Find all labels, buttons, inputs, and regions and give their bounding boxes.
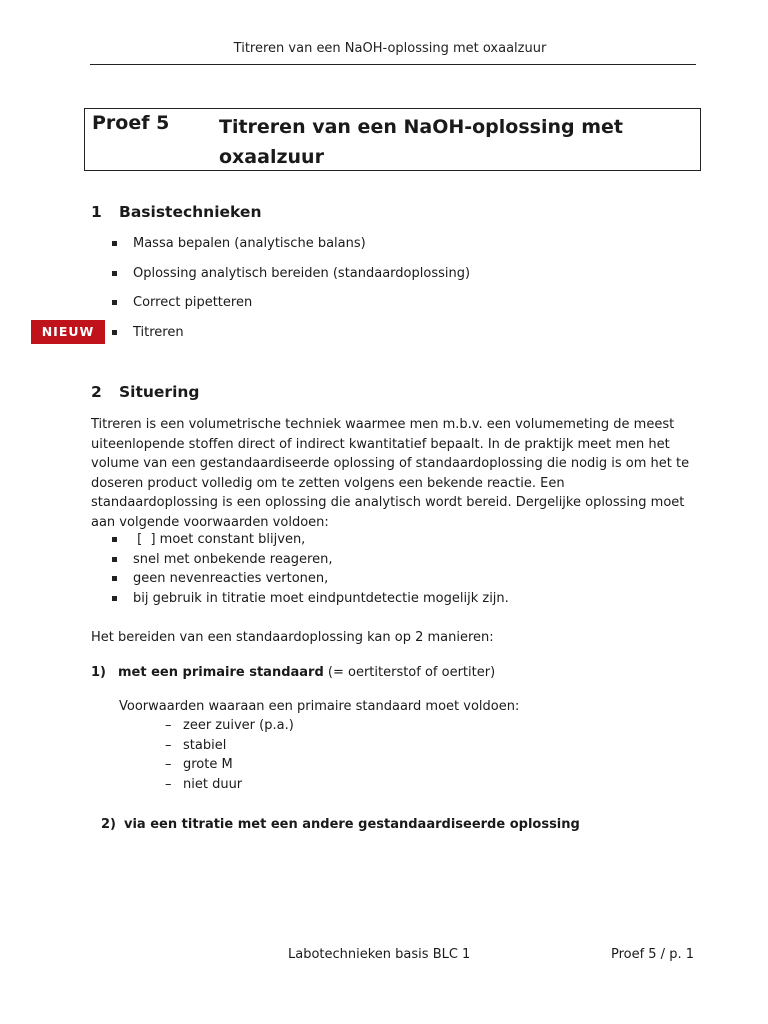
list-item-text: Massa bepalen (analytische balans) <box>133 236 366 251</box>
list-item <box>165 716 294 736</box>
list-item-text: bij gebruik in titratie moet eindpuntdetectie mogelijk zijn. <box>133 590 509 606</box>
list-item <box>133 295 470 325</box>
bullet-icon <box>112 300 117 305</box>
section-2-number: 2 <box>91 383 102 401</box>
dash-bullet: – <box>165 757 172 772</box>
list-item-text: zeer zuiver (p.a.) <box>183 718 294 733</box>
bullet-icon <box>112 241 117 246</box>
bullet-icon <box>112 596 117 601</box>
primary-conditions-list <box>165 716 294 794</box>
bullet-icon <box>112 330 117 335</box>
methods-intro: Het bereiden van een standaardoplossing kan op 2 manieren: <box>91 630 494 645</box>
method-2-number: 2) <box>101 817 116 832</box>
bullet-icon <box>112 271 117 276</box>
list-item-text: niet duur <box>183 776 243 792</box>
method-1-number: 1) <box>91 665 106 680</box>
method-1 <box>91 663 495 683</box>
footer-course: Labotechnieken basis BLC 1 <box>288 947 471 962</box>
list-item-text: [ ] moet constant blijven, <box>133 532 306 547</box>
bullet-icon <box>112 557 117 562</box>
list-item-text: Titreren <box>133 324 184 340</box>
section-2-heading <box>91 383 200 401</box>
primary-standard-intro: Voorwaarden waaraan een primaire standaard moet voldoen: <box>119 699 520 714</box>
experiment-title: Titreren van een NaOH-oplossing met oxaalzuur <box>219 116 623 168</box>
title-box <box>84 108 701 171</box>
list-item <box>165 775 294 795</box>
list-item-text: stabiel <box>183 737 227 753</box>
header-divider <box>90 64 696 65</box>
list-item-text: grote M <box>183 757 233 772</box>
list-item-text: geen nevenreacties vertonen, <box>133 571 329 586</box>
list-item <box>133 550 509 570</box>
dash-bullet: – <box>165 776 172 792</box>
method-2-title: via een titratie met een andere gestandaardiseerde oplossing <box>124 817 580 832</box>
situering-paragraph: Titreren is een volumetrische techniek waarmee men m.b.v. een volumemeting de meest uiteenlopende stoffen direct of indirect kwantitatief bepaalt. In de praktijk meet men het volume van een gestandaardiseerde oplossing of standaardoplossing die nodig is om het te doseren product volledig om te zetten volgens een bekende reactie. Een standaardoplossing is een oplossing die analytisch wordt bereid. Dergelijke oplossing moet aan volgende voorwaarden voldoen: <box>91 417 690 530</box>
dash-bullet: – <box>165 718 172 733</box>
list-item-text: Oplossing analytisch bereiden (standaardoplossing) <box>133 265 471 281</box>
list-item <box>133 325 470 355</box>
section-2-title: Situering <box>119 383 200 401</box>
method-1-note: (= oertiterstof of oertiter) <box>323 665 496 680</box>
list-item <box>133 589 509 609</box>
bullet-icon <box>112 576 117 581</box>
experiment-number: Proef 5 <box>92 112 170 134</box>
list-item-text: snel met onbekende reageren, <box>133 551 333 567</box>
list-item <box>133 266 470 296</box>
dash-bullet: – <box>165 737 172 753</box>
section-1-number: 1 <box>91 203 102 221</box>
section-1-heading <box>91 203 261 221</box>
basistechnieken-list <box>133 236 470 354</box>
method-2 <box>101 815 580 835</box>
list-item <box>165 755 294 775</box>
conditions-list <box>133 530 509 608</box>
list-item <box>133 236 470 266</box>
list-item <box>133 530 509 550</box>
bullet-icon <box>112 537 117 542</box>
list-item <box>133 569 509 589</box>
method-1-title: met een primaire standaard <box>118 665 324 680</box>
footer-page: Proef 5 / p. 1 <box>610 947 694 962</box>
new-badge: NIEUW <box>31 320 105 344</box>
page-header-title: Titreren van een NaOH-oplossing met oxaalzuur <box>233 41 547 56</box>
list-item-text: Correct pipetteren <box>133 295 253 310</box>
list-item <box>165 736 294 756</box>
section-1-title: Basistechnieken <box>119 203 262 221</box>
